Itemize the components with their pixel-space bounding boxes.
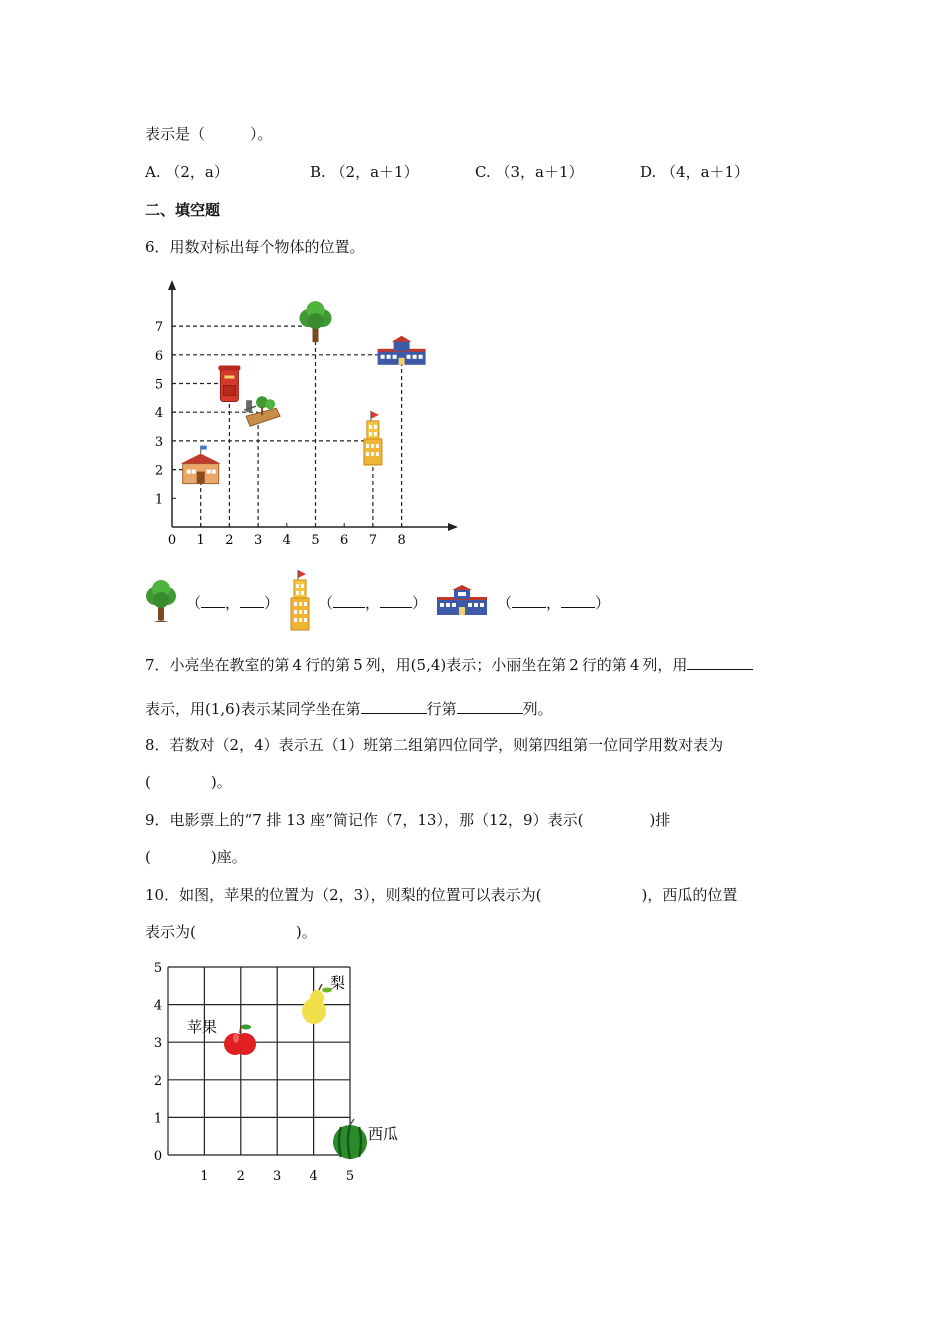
q8-line1: 8．若数对（2，4）表示五（1）班第二组第四位同学，则第四组第一位同学用数对表为 xyxy=(145,736,724,754)
apple-label: 苹果 xyxy=(187,1018,218,1036)
q5-option-d[interactable]: D. （4，a＋1） xyxy=(640,163,750,181)
q5-option-b[interactable]: B. （2，a＋1） xyxy=(310,163,419,181)
q9-line2[interactable]: ( )座。 xyxy=(145,848,247,866)
section-title: 二、填空题 xyxy=(145,201,221,219)
y-tick-label: 0 xyxy=(153,1149,163,1164)
y-tick-label: 6 xyxy=(154,348,164,364)
q9-line1: 9．电影票上的“7 排 13 座”简记作（7，13），那（12，9）表示( )排 xyxy=(145,811,671,829)
y-tick-label: 2 xyxy=(154,463,164,479)
x-tick-label: 4 xyxy=(309,1169,318,1184)
q10-line1: 10．如图，苹果的位置为（2，3），则梨的位置可以表示为( )，西瓜的位置 xyxy=(145,886,738,904)
tree-answer[interactable]: （ ， ） xyxy=(186,591,279,613)
y-tick-label: 2 xyxy=(153,1073,163,1089)
y-tick-label: 1 xyxy=(154,492,164,508)
x-tick-label: 3 xyxy=(273,1169,282,1184)
q10-line2: 表示为( )。 xyxy=(145,923,317,941)
q8-line2[interactable]: ( )。 xyxy=(145,773,232,791)
building-icon xyxy=(378,336,426,365)
q10-grid-chart xyxy=(145,955,415,1190)
q6-coordinate-chart xyxy=(140,270,470,555)
x-tick-label: 1 xyxy=(196,533,205,548)
school-icon xyxy=(181,446,221,484)
q6-text: 6．用数对标出每个物体的位置。 xyxy=(145,238,365,256)
q7-line2: 表示，用(1,6)表示某同学坐在第 行第 列。 xyxy=(145,697,553,719)
x-axis-arrow xyxy=(448,523,458,531)
x-tick-label: 0 xyxy=(167,533,177,548)
x-tick-label: 2 xyxy=(236,1169,245,1184)
x-tick-label: 8 xyxy=(397,533,406,548)
x-tick-label: 4 xyxy=(282,533,291,548)
y-tick-label: 3 xyxy=(153,1036,163,1052)
apple-icon xyxy=(224,1025,256,1056)
q7-line1: 7．小亮坐在教室的第 4 行的第 5 列，用(5,4)表示；小丽坐在第 2 行的第 4 列，用 xyxy=(145,653,753,675)
tower-icon xyxy=(288,570,312,632)
mailbox-icon xyxy=(218,366,240,402)
q7-blank-2[interactable] xyxy=(361,697,427,714)
building-answer[interactable]: （ ， ） xyxy=(497,591,610,613)
x-tick-label: 2 xyxy=(225,533,234,548)
tower-icon xyxy=(364,411,382,465)
tower-answer[interactable]: （ ， ） xyxy=(318,591,427,613)
q7-blank-3[interactable] xyxy=(457,697,523,714)
y-tick-label: 4 xyxy=(154,406,164,422)
x-tick-label: 7 xyxy=(368,533,378,548)
building-icon xyxy=(435,585,489,617)
x-tick-label: 3 xyxy=(253,533,263,548)
y-axis-arrow xyxy=(168,280,176,290)
x-tick-label: 5 xyxy=(311,533,320,548)
x-tick-label: 5 xyxy=(345,1169,355,1184)
q5-continued: 表示是（ ）。 xyxy=(145,125,273,143)
watermelon-icon xyxy=(333,1119,367,1159)
q7-blank-1[interactable] xyxy=(687,653,753,670)
tree-icon xyxy=(300,301,332,342)
watermelon-label: 西瓜 xyxy=(368,1125,399,1143)
park-icon xyxy=(244,396,280,426)
x-tick-label: 6 xyxy=(340,533,349,548)
pear-label: 梨 xyxy=(330,974,346,992)
q5-option-c[interactable]: C. （3，a＋1） xyxy=(475,163,584,181)
x-tick-label: 1 xyxy=(200,1169,209,1184)
y-tick-label: 5 xyxy=(153,961,163,976)
y-tick-label: 7 xyxy=(154,320,164,336)
y-tick-label: 4 xyxy=(153,998,163,1014)
tree-icon xyxy=(143,580,179,622)
y-tick-label: 5 xyxy=(154,377,164,393)
y-tick-label: 3 xyxy=(154,434,164,450)
y-tick-label: 1 xyxy=(153,1111,163,1127)
q5-option-a[interactable]: A. （2，a） xyxy=(145,163,229,181)
